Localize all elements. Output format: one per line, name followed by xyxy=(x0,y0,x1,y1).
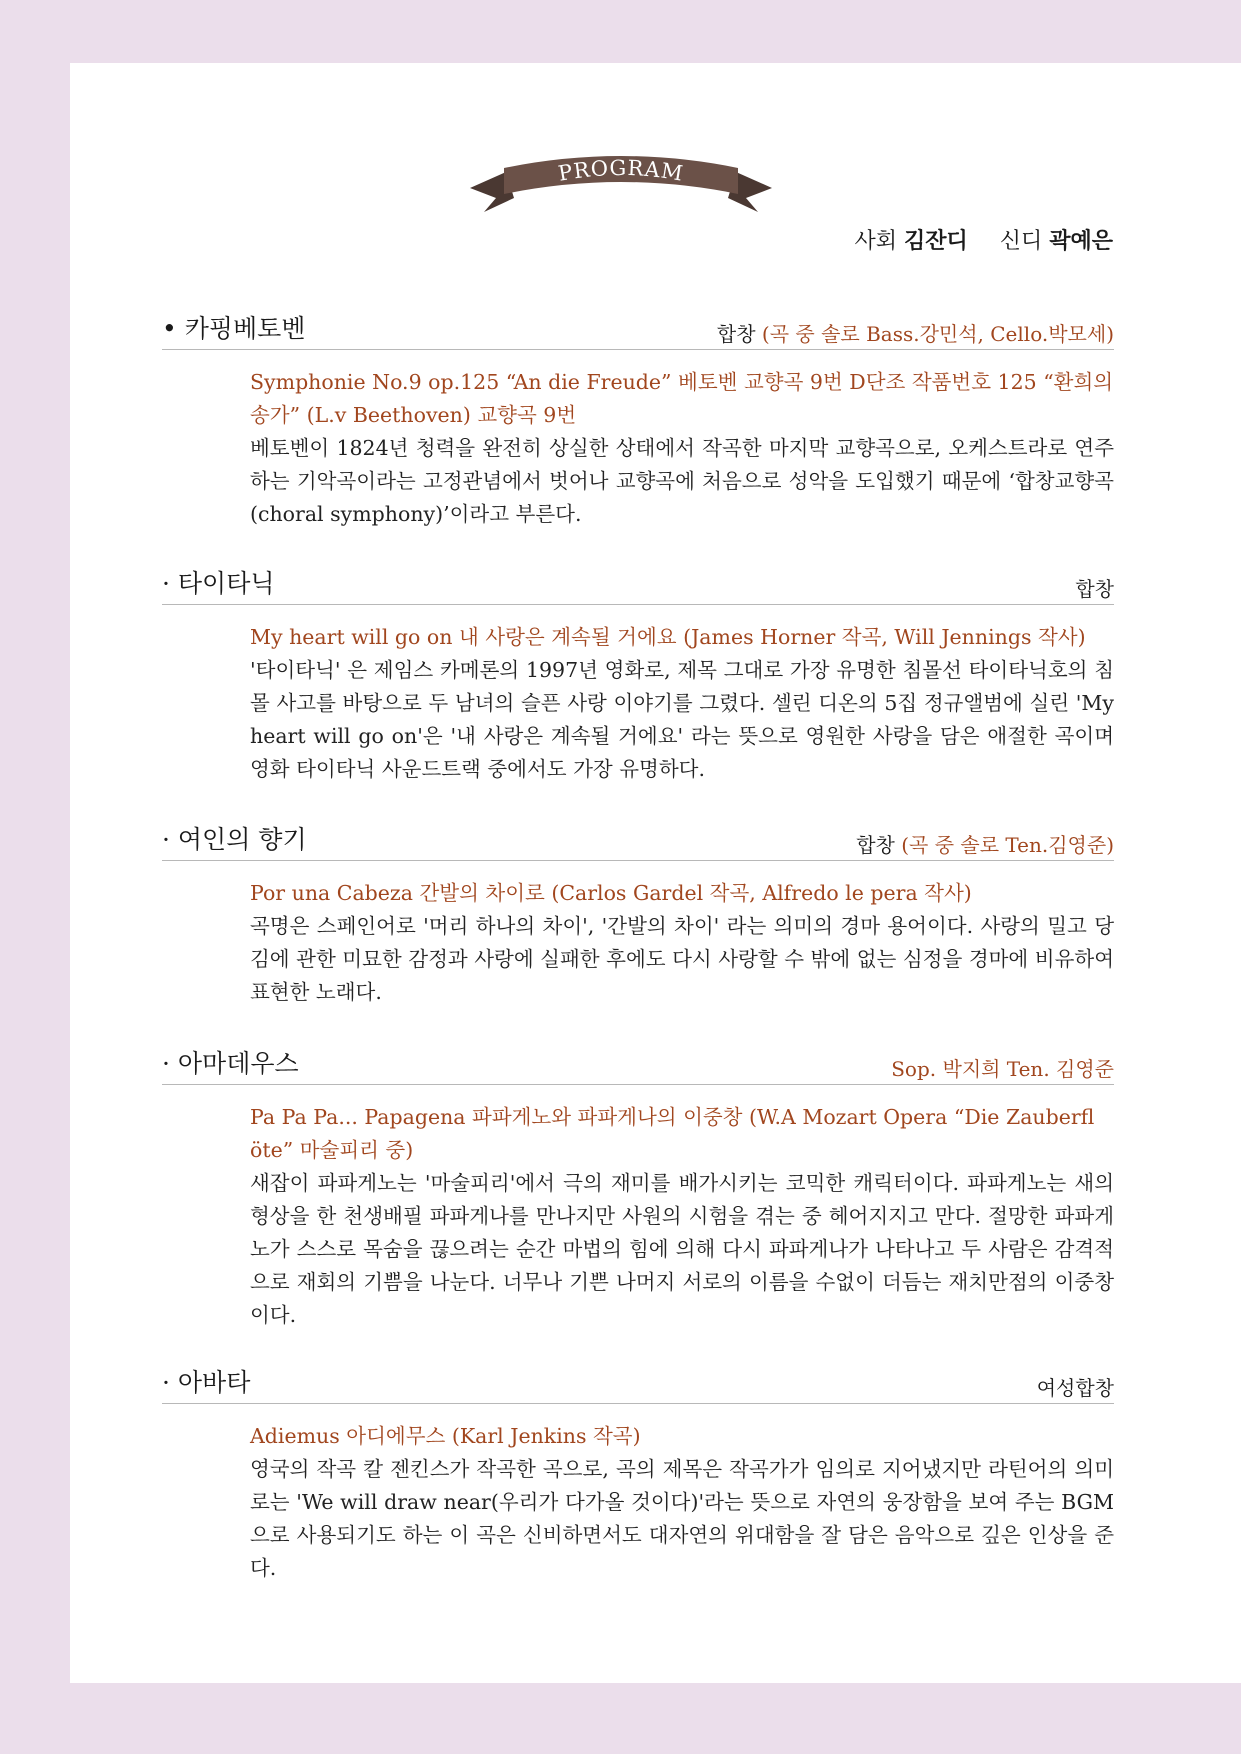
bride-name: 곽예은 xyxy=(1049,228,1113,254)
song-title: Adiemus 아디에무스 (Karl Jenkins 작곡) xyxy=(250,1424,641,1448)
program-banner xyxy=(466,150,776,220)
performer-prefix: 여성합창 xyxy=(1036,1376,1114,1400)
section-header xyxy=(162,1365,1114,1404)
host-line xyxy=(854,224,1113,255)
performer-detail: (곡 중 솔로 Ten.김영준) xyxy=(901,833,1114,857)
section-performer xyxy=(1075,573,1114,602)
host-name: 김잔디 xyxy=(903,228,968,254)
section-performer xyxy=(717,318,1114,347)
song-title: Por una Cabeza 간발의 차이로 (Carlos Gardel 작곡, Alfredo le pera 작사) xyxy=(250,881,972,905)
section-title: · 여인의 향기 xyxy=(162,825,307,854)
section-body xyxy=(250,861,1114,1009)
section-body xyxy=(250,605,1114,786)
song-description: 새잡이 파파게노는 '마술피리'에서 극의 재미를 배가시키는 코믹한 캐릭터이다. 파파게노는 새의 형상을 한 천생배필 파파게나를 만나지만 사원의 시험을 겪는 중 헤어지지고 만다. 절망한 파파게노가 스스로 목숨을 끊으려는 순간 마법의 힘에 의해 다시 파파게나가 나타나고 두 사람은 감격적으로 재회의 기쁨을 나눈다. 너무나 기쁜 나머지 서로의 이름을 수없이 더듬는 재치만점의 이중창이다. xyxy=(250,1171,1114,1327)
performer-prefix: 합창 xyxy=(856,833,895,857)
section-header xyxy=(162,566,1114,605)
section-performer xyxy=(1037,1372,1114,1401)
section-performer xyxy=(891,1053,1114,1082)
section-header xyxy=(162,1046,1114,1085)
section-body xyxy=(250,1404,1114,1585)
performer-detail: Sop. 박지희 Ten. 김영준 xyxy=(891,1057,1114,1081)
section-header xyxy=(162,822,1114,861)
program-section-4 xyxy=(162,1046,1114,1332)
song-title: Pa Pa Pa... Papagena 파파게노와 파파게나의 이중창 (W.A Mozart Opera “Die Zauberfl öte” 마술피리 중) xyxy=(250,1105,1095,1162)
song-title: My heart will go on 내 사랑은 계속될 거에요 (James Horner 작곡, Will Jennings 작사) xyxy=(250,625,1086,649)
section-title: · 아마데우스 xyxy=(162,1049,299,1078)
song-description: 곡명은 스페인어로 '머리 하나의 차이', '간발의 차이' 라는 의미의 경마 용어이다. 사랑의 밀고 당김에 관한 미묘한 감정과 사랑에 실패한 후에도 다시 사랑할 수 밖에 없는 심정을 경마에 비유하여 표현한 노래다. xyxy=(250,914,1114,1004)
section-title: · 아바타 xyxy=(162,1368,251,1397)
performer-prefix: 합창 xyxy=(716,322,756,346)
banner-text: PROGRAM xyxy=(556,155,686,186)
section-performer xyxy=(856,829,1114,858)
bride-role: 신디 xyxy=(999,229,1043,254)
section-header xyxy=(162,311,1114,350)
song-description: 영국의 작곡 칼 젠킨스가 작곡한 곡으로, 곡의 제목은 작곡가가 임의로 지어냈지만 라틴어의 의미로는 'We will draw near(우리가 다가올 것이다)'라는 뜻으로 자연의 웅장함을 보여 주는 BGM으로 사용되기도 하는 이 곡은 신비하면서도 대자연의 위대함을 잘 담은 음악으로 깊은 인상을 준다. xyxy=(250,1457,1114,1580)
program-section-3 xyxy=(162,822,1114,1009)
song-description: '타이타닉' 은 제임스 카메론의 1997년 영화로, 제목 그대로 가장 유명한 침몰선 타이타닉호의 침몰 사고를 바탕으로 두 남녀의 슬픈 사랑 이야기를 그렸다. 셀린 디온의 5집 정규앨범에 실린 'My heart will go on'은 '내 사랑은 계속될 거에요' 라는 뜻으로 영원한 사랑을 담은 애절한 곡이며 영화 타이타닉 사운드트랙 중에서도 가장 유명하다. xyxy=(250,658,1114,781)
host-role: 사회 xyxy=(854,229,897,254)
section-title: · 타이타닉 xyxy=(162,569,275,598)
performer-detail: (곡 중 솔로 Bass.강민석, Cello.박모세) xyxy=(761,322,1114,346)
performer-prefix: 합창 xyxy=(1075,577,1114,601)
program-section-2 xyxy=(162,566,1114,786)
song-title: Symphonie No.9 op.125 “An die Freude” 베토벤 교향곡 9번 D단조 작품번호 125 “환희의 송가” (L.v Beethoven) 교향곡 9번 xyxy=(250,370,1114,427)
section-title: • 카핑베토벤 xyxy=(162,314,306,343)
program-section-5 xyxy=(162,1365,1114,1585)
section-body xyxy=(250,350,1114,531)
section-body xyxy=(250,1085,1114,1332)
song-description: 베토벤이 1824년 청력을 완전히 상실한 상태에서 작곡한 마지막 교향곡으로, 오케스트라로 연주하는 기악곡이라는 고정관념에서 벗어나 교향곡에 처음으로 성악을 도입했기 때문에 ‘합창교향곡 (choral symphony)’이라고 부른다. xyxy=(250,436,1114,526)
program-section-1 xyxy=(162,311,1114,531)
